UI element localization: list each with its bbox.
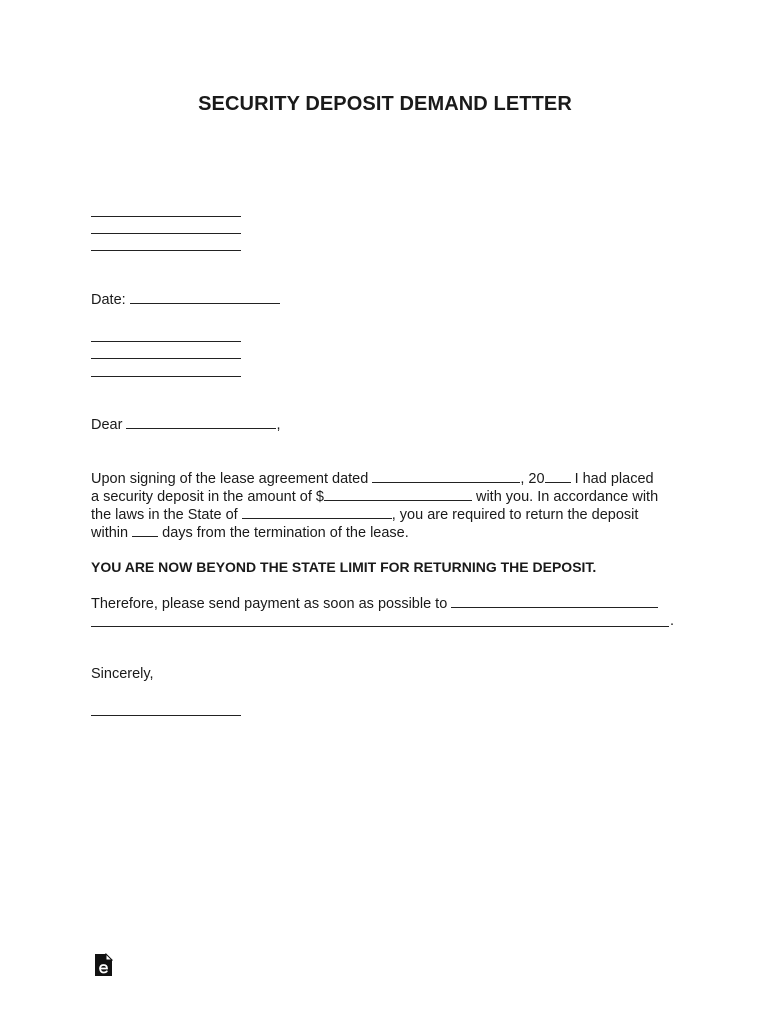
recipient-address-line-3[interactable] [91, 376, 241, 377]
state-limit-notice: YOU ARE NOW BEYOND THE STATE LIMIT FOR RETURNING THE DEPOSIT. [91, 559, 597, 575]
date-label: Date: [91, 292, 126, 308]
sender-address-line-2[interactable] [91, 233, 241, 234]
accordance-text: with you. In accordance with [475, 489, 659, 505]
payment-end-period: . [670, 613, 675, 629]
date-row [91, 290, 280, 309]
deposit-amount-text: a security deposit in the amount of $ [91, 489, 324, 505]
lease-date-text: Upon signing of the lease agreement dated [91, 471, 369, 487]
placed-text: I had placed [574, 471, 654, 487]
closing: Sincerely, [91, 666, 154, 682]
paragraph-line-4 [91, 523, 409, 542]
salutation-row [91, 415, 281, 434]
payment-address-field-2[interactable] [91, 626, 669, 627]
lease-year-field[interactable] [545, 469, 571, 483]
payment-row [91, 594, 658, 613]
date-field[interactable] [130, 290, 280, 304]
termination-text: days from the termination of the lease. [162, 525, 409, 541]
eforms-logo-icon [93, 953, 113, 977]
state-text: the laws in the State of [91, 507, 238, 523]
recipient-address-line-1[interactable] [91, 341, 241, 342]
days-field[interactable] [132, 523, 158, 537]
document-title: SECURITY DEPOSIT DEMAND LETTER [198, 93, 572, 115]
paragraph-line-3 [91, 505, 638, 524]
recipient-address-line-2[interactable] [91, 358, 241, 359]
landlord-name-field[interactable] [126, 415, 276, 429]
deposit-amount-field[interactable] [324, 487, 472, 501]
payment-text: Therefore, please send payment as soon as possible to [91, 596, 448, 612]
signature-line[interactable] [91, 715, 241, 716]
year-prefix-text: , 20 [520, 471, 545, 487]
salutation-comma: , [276, 417, 281, 433]
within-text: within [91, 525, 129, 541]
salutation-label: Dear [91, 417, 123, 433]
payment-address-field-1[interactable] [451, 594, 658, 608]
state-field[interactable] [242, 505, 392, 519]
sender-address-line-1[interactable] [91, 216, 241, 217]
sender-address-line-3[interactable] [91, 250, 241, 251]
return-deposit-text: , you are required to return the deposit [391, 507, 639, 523]
lease-date-field[interactable] [372, 469, 520, 483]
paragraph-line-2 [91, 487, 658, 506]
paragraph-line-1 [91, 469, 654, 488]
